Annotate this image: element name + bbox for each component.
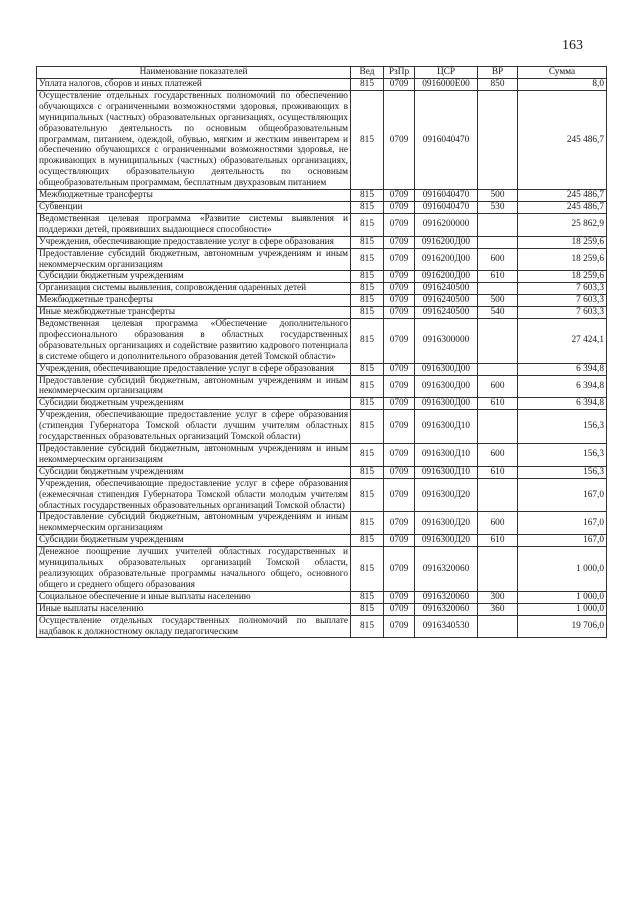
row-rzpr: 0709 <box>384 271 415 283</box>
row-rzpr: 0709 <box>384 603 415 615</box>
row-csr: 0916200Д00 <box>415 248 478 271</box>
row-rzpr: 0709 <box>384 512 415 535</box>
table-row <box>37 444 607 467</box>
row-name: Субсидии бюджетным учреждениям <box>37 535 351 547</box>
row-ved: 815 <box>351 615 384 638</box>
row-name: Субсидии бюджетным учреждениям <box>37 271 351 283</box>
row-rzpr: 0709 <box>384 466 415 478</box>
row-vr <box>478 90 518 189</box>
table-row <box>37 603 607 615</box>
table-row <box>37 512 607 535</box>
row-rzpr: 0709 <box>384 615 415 638</box>
row-csr: 0916240500 <box>415 295 478 307</box>
row-vr: 540 <box>478 307 518 319</box>
header-vr: ВР <box>478 67 518 79</box>
table-row <box>37 591 607 603</box>
row-vr <box>478 213 518 236</box>
row-vr: 610 <box>478 271 518 283</box>
row-ved: 815 <box>351 535 384 547</box>
row-rzpr: 0709 <box>384 547 415 592</box>
row-name: Денежное поощрение лучших учителей областных государственных и муниципальных образовательных организаций Томской области, реализующих образовательные программы начального общего, основного общего и среднего общего образования <box>37 547 351 592</box>
row-csr: 0916300Д10 <box>415 444 478 467</box>
table-row <box>37 398 607 410</box>
row-vr: 610 <box>478 535 518 547</box>
row-name: Учреждения, обеспечивающие предоставление услуг в сфере образования (ежемесячная стипендия Губернатора Томской области молодым учителям областных государственных образовательных организаций Томской области) <box>37 478 351 512</box>
header-ved: Вед <box>351 67 384 79</box>
row-rzpr: 0709 <box>384 535 415 547</box>
row-ved: 815 <box>351 236 384 248</box>
row-csr: 0916320060 <box>415 603 478 615</box>
row-name: Ведомственная целевая программа «Развитие системы выявления и поддержки детей, проявивших выдающиеся способности» <box>37 213 351 236</box>
table-row <box>37 236 607 248</box>
row-sum: 167,0 <box>518 535 607 547</box>
row-ved: 815 <box>351 271 384 283</box>
row-sum: 25 862,9 <box>518 213 607 236</box>
row-name: Межбюджетные трансферты <box>37 190 351 202</box>
row-rzpr: 0709 <box>384 478 415 512</box>
row-vr <box>478 478 518 512</box>
table-row <box>37 307 607 319</box>
row-ved: 815 <box>351 213 384 236</box>
row-ved: 815 <box>351 512 384 535</box>
row-csr: 0916000Е00 <box>415 79 478 91</box>
row-name: Организация системы выявления, сопровождения одаренных детей <box>37 283 351 295</box>
row-vr: 600 <box>478 248 518 271</box>
row-ved: 815 <box>351 248 384 271</box>
row-name: Иные выплаты населению <box>37 603 351 615</box>
table-row <box>37 615 607 638</box>
row-csr: 0916300Д00 <box>415 398 478 410</box>
row-vr <box>478 615 518 638</box>
row-ved: 815 <box>351 603 384 615</box>
header-csr: ЦСР <box>415 67 478 79</box>
row-sum: 245 486,7 <box>518 90 607 189</box>
page-number: 163 <box>562 38 583 53</box>
row-sum: 245 486,7 <box>518 201 607 213</box>
row-sum: 245 486,7 <box>518 190 607 202</box>
table-row <box>37 375 607 398</box>
row-sum: 18 259,6 <box>518 271 607 283</box>
table-row <box>37 79 607 91</box>
row-ved: 815 <box>351 398 384 410</box>
row-sum: 1 000,0 <box>518 591 607 603</box>
row-vr <box>478 363 518 375</box>
row-rzpr: 0709 <box>384 201 415 213</box>
row-csr: 0916200000 <box>415 213 478 236</box>
row-ved: 815 <box>351 190 384 202</box>
row-ved: 815 <box>351 283 384 295</box>
row-csr: 0916300Д20 <box>415 512 478 535</box>
budget-table <box>36 66 607 638</box>
row-csr: 0916200Д00 <box>415 271 478 283</box>
row-sum: 167,0 <box>518 512 607 535</box>
row-csr: 0916320060 <box>415 547 478 592</box>
row-csr: 0916040470 <box>415 201 478 213</box>
row-csr: 0916240500 <box>415 283 478 295</box>
row-rzpr: 0709 <box>384 591 415 603</box>
row-rzpr: 0709 <box>384 190 415 202</box>
row-csr: 0916040470 <box>415 190 478 202</box>
row-rzpr: 0709 <box>384 90 415 189</box>
row-rzpr: 0709 <box>384 398 415 410</box>
table-header-row <box>37 67 607 79</box>
row-name: Субсидии бюджетным учреждениям <box>37 466 351 478</box>
row-name: Учреждения, обеспечивающие предоставление услуг в сфере образования (стипендия Губернатора Томской области лучшим учителям областных государственных образовательных организаций Томской области) <box>37 410 351 444</box>
row-sum: 18 259,6 <box>518 248 607 271</box>
table-row <box>37 213 607 236</box>
table-row <box>37 283 607 295</box>
row-rzpr: 0709 <box>384 444 415 467</box>
row-sum: 6 394,8 <box>518 363 607 375</box>
row-csr: 0916040470 <box>415 90 478 189</box>
row-name: Межбюджетные трансферты <box>37 295 351 307</box>
table-row <box>37 90 607 189</box>
row-name: Ведомственная целевая программа «Обеспечение дополнительного профессионального образования в областных государственных образовательных организациях и содействие развитию кадрового потенциала в системе общего и дополнительного образования детей Томской области» <box>37 319 351 364</box>
row-csr: 0916300Д20 <box>415 478 478 512</box>
table-row <box>37 535 607 547</box>
row-vr: 300 <box>478 591 518 603</box>
row-name: Учреждения, обеспечивающие предоставление услуг в сфере образования <box>37 363 351 375</box>
table-row <box>37 201 607 213</box>
table-row <box>37 319 607 364</box>
row-rzpr: 0709 <box>384 319 415 364</box>
row-sum: 156,3 <box>518 444 607 467</box>
row-rzpr: 0709 <box>384 79 415 91</box>
row-name: Предоставление субсидий бюджетным, автономным учреждениям и иным некоммерческим организациям <box>37 248 351 271</box>
row-name: Социальное обеспечение и иные выплаты населению <box>37 591 351 603</box>
row-name: Осуществление отдельных государственных полномочий по выплате надбавок к должностному окладу педагогическим <box>37 615 351 638</box>
table-row <box>37 295 607 307</box>
table-row <box>37 363 607 375</box>
row-name: Субвенции <box>37 201 351 213</box>
row-csr: 0916340530 <box>415 615 478 638</box>
row-rzpr: 0709 <box>384 213 415 236</box>
row-csr: 0916300Д00 <box>415 363 478 375</box>
row-rzpr: 0709 <box>384 410 415 444</box>
row-vr: 500 <box>478 295 518 307</box>
row-rzpr: 0709 <box>384 295 415 307</box>
row-sum: 167,0 <box>518 478 607 512</box>
row-rzpr: 0709 <box>384 283 415 295</box>
row-csr: 0916300Д10 <box>415 466 478 478</box>
header-sum: Сумма <box>518 67 607 79</box>
row-rzpr: 0709 <box>384 236 415 248</box>
row-name: Предоставление субсидий бюджетным, автономным учреждениям и иным некоммерческим организациям <box>37 512 351 535</box>
row-sum: 7 603,3 <box>518 295 607 307</box>
row-ved: 815 <box>351 547 384 592</box>
row-vr: 500 <box>478 190 518 202</box>
row-sum: 7 603,3 <box>518 307 607 319</box>
row-sum: 18 259,6 <box>518 236 607 248</box>
table-body <box>37 79 607 638</box>
row-ved: 815 <box>351 295 384 307</box>
row-vr: 600 <box>478 444 518 467</box>
row-vr <box>478 283 518 295</box>
row-csr: 0916240500 <box>415 307 478 319</box>
table-row <box>37 547 607 592</box>
row-sum: 1 000,0 <box>518 547 607 592</box>
table-row <box>37 190 607 202</box>
table-row <box>37 271 607 283</box>
row-sum: 1 000,0 <box>518 603 607 615</box>
row-ved: 815 <box>351 375 384 398</box>
row-ved: 815 <box>351 478 384 512</box>
row-csr: 0916300000 <box>415 319 478 364</box>
row-vr <box>478 547 518 592</box>
row-ved: 815 <box>351 307 384 319</box>
row-sum: 19 706,0 <box>518 615 607 638</box>
row-ved: 815 <box>351 201 384 213</box>
row-name: Уплата налогов, сборов и иных платежей <box>37 79 351 91</box>
row-sum: 6 394,8 <box>518 398 607 410</box>
row-name: Предоставление субсидий бюджетным, автономным учреждениям и иным некоммерческим организациям <box>37 444 351 467</box>
row-ved: 815 <box>351 466 384 478</box>
row-csr: 0916200Д00 <box>415 236 478 248</box>
row-csr: 0916300Д00 <box>415 375 478 398</box>
row-csr: 0916300Д10 <box>415 410 478 444</box>
row-vr: 610 <box>478 398 518 410</box>
table-row <box>37 466 607 478</box>
row-vr: 530 <box>478 201 518 213</box>
row-vr: 610 <box>478 466 518 478</box>
row-vr: 360 <box>478 603 518 615</box>
table-row <box>37 410 607 444</box>
row-ved: 815 <box>351 591 384 603</box>
row-ved: 815 <box>351 90 384 189</box>
row-vr: 850 <box>478 79 518 91</box>
row-name: Субсидии бюджетным учреждениям <box>37 398 351 410</box>
row-ved: 815 <box>351 79 384 91</box>
row-vr <box>478 410 518 444</box>
row-vr: 600 <box>478 512 518 535</box>
row-sum: 156,3 <box>518 466 607 478</box>
row-name: Осуществление отдельных государственных полномочий по обеспечению обучающихся с ограниченными возможностями здоровья, проживающих в муниципальных (частных) образовательных организациях, осуществляющих образовательную деятельность по основным общеобразовательным программам, питанием, одеждой, обувью, мягким и жестким инвентарем и обеспечению обучающихся с ограниченными возможностями здоровья, не проживающих в муниципальных (частных) образовательных организациях, осуществляющих образовательную деятельность по основным общеобразовательным программам, бесплатным двухразовым питанием <box>37 90 351 189</box>
row-ved: 815 <box>351 319 384 364</box>
row-sum: 6 394,8 <box>518 375 607 398</box>
table-row <box>37 478 607 512</box>
row-name: Иные межбюджетные трансферты <box>37 307 351 319</box>
row-ved: 815 <box>351 444 384 467</box>
row-ved: 815 <box>351 363 384 375</box>
row-csr: 0916320060 <box>415 591 478 603</box>
row-rzpr: 0709 <box>384 248 415 271</box>
row-vr <box>478 236 518 248</box>
header-name: Наименование показателей <box>37 67 351 79</box>
row-rzpr: 0709 <box>384 375 415 398</box>
row-rzpr: 0709 <box>384 307 415 319</box>
row-name: Учреждения, обеспечивающие предоставление услуг в сфере образования <box>37 236 351 248</box>
row-csr: 0916300Д20 <box>415 535 478 547</box>
row-sum: 8,0 <box>518 79 607 91</box>
header-rzpr: РзПр <box>384 67 415 79</box>
row-vr: 600 <box>478 375 518 398</box>
row-sum: 156,3 <box>518 410 607 444</box>
row-ved: 815 <box>351 410 384 444</box>
row-name: Предоставление субсидий бюджетным, автономным учреждениям и иным некоммерческим организациям <box>37 375 351 398</box>
row-vr <box>478 319 518 364</box>
table-row <box>37 248 607 271</box>
row-sum: 7 603,3 <box>518 283 607 295</box>
row-sum: 27 424,1 <box>518 319 607 364</box>
row-rzpr: 0709 <box>384 363 415 375</box>
